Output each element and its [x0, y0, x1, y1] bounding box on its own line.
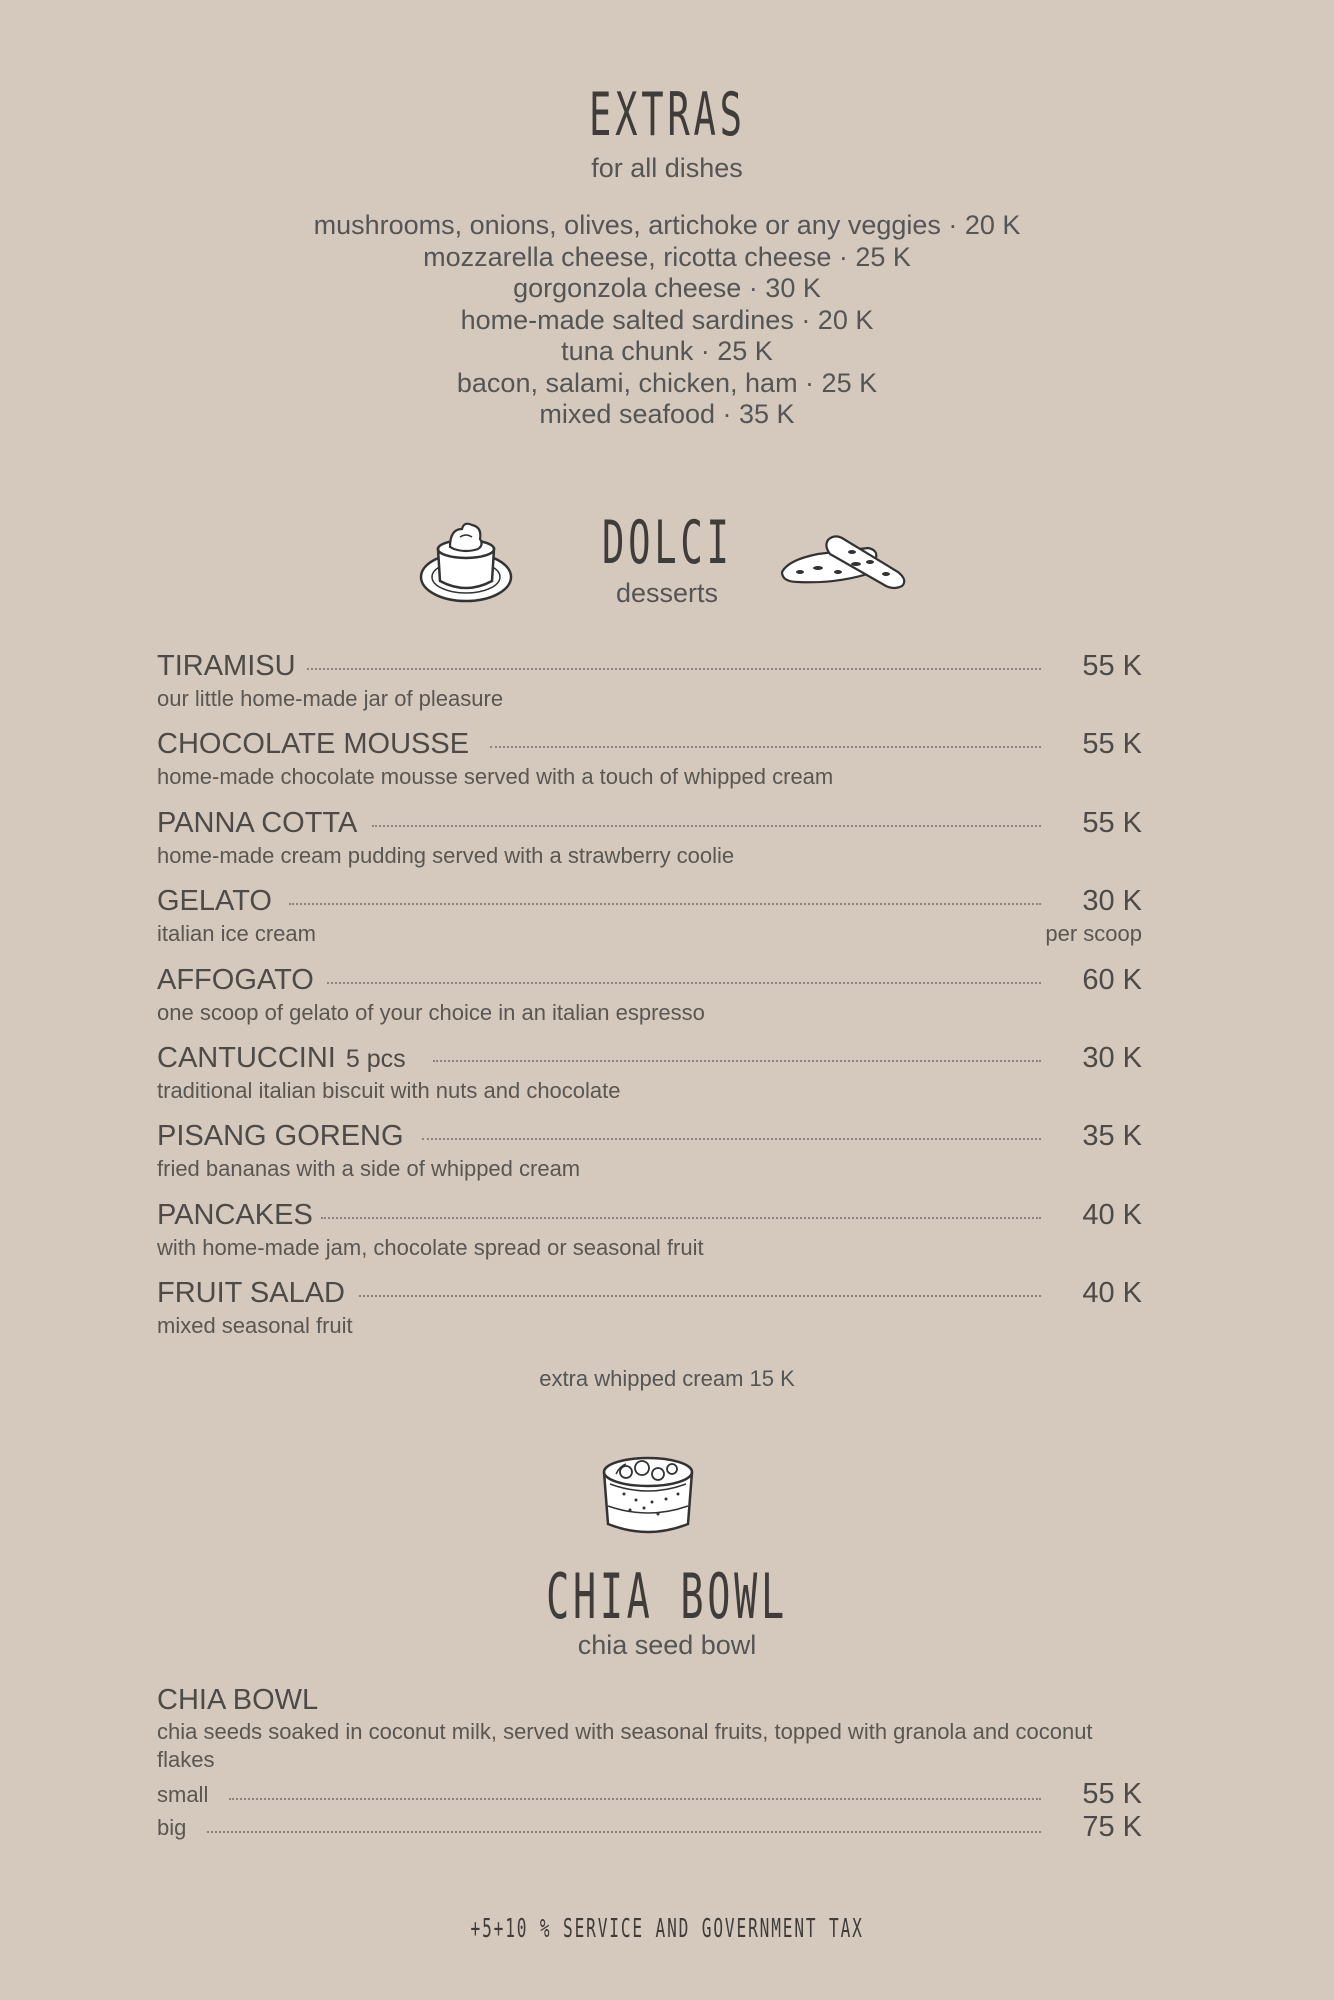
chia-size-small [157, 1778, 1142, 1812]
item-price: 55 K [1082, 650, 1142, 682]
chia-subtitle: chia seed bowl [577, 1630, 757, 1660]
size-price: 55 K [1082, 1778, 1142, 1810]
item-description: home-made cream pudding served with a strawberry coolie [157, 843, 735, 868]
item-description: italian ice cream [157, 921, 316, 946]
dot-leader [321, 1217, 1041, 1219]
item-note: per scoop [1045, 921, 1142, 946]
item-name: PANNA COTTA [157, 807, 358, 839]
item-price: 35 K [1082, 1120, 1142, 1152]
item-price: 55 K [1082, 807, 1142, 839]
item-name: FRUIT SALAD [157, 1277, 346, 1309]
item-name: AFFOGATO [157, 964, 314, 996]
menu-item-gelato [157, 885, 1142, 955]
chia-bowl-icon [596, 1444, 700, 1540]
dot-leader [229, 1798, 1041, 1800]
dolci-title: DOLCI [601, 508, 733, 578]
extras-item: home-made salted sardines · 20 K [460, 304, 874, 335]
extras-item: bacon, salami, chicken, ham · 25 K [456, 367, 878, 398]
dolci-heading [0, 508, 1334, 578]
chia-item-name: CHIA BOWL [157, 1684, 319, 1716]
extras-item: mushrooms, onions, olives, artichoke or any veggies · 20 K [313, 210, 1021, 240]
tax-note: +5+10 % SERVICE AND GOVERNMENT TAX [470, 1914, 864, 1944]
chia-heading [0, 1560, 1334, 1633]
extras-item: tuna chunk · 25 K [561, 336, 773, 366]
item-description: one scoop of gelato of your choice in an italian espresso [157, 1000, 705, 1025]
menu-item-fruit-salad [157, 1277, 1142, 1347]
dot-leader [422, 1138, 1041, 1140]
extras-heading [0, 80, 1334, 150]
chia-title: CHIA BOWL [546, 1560, 788, 1633]
menu-item-cantuccini [157, 1042, 1142, 1112]
dot-leader [289, 903, 1041, 905]
extras-subtitle: for all dishes [591, 153, 743, 183]
item-description: mixed seasonal fruit [157, 1313, 353, 1338]
size-price: 75 K [1082, 1811, 1142, 1843]
dot-leader [307, 668, 1041, 670]
chia-item-description: chia seeds soaked in coconut milk, served with seasonal fruits, topped with granola and coconut flakes [157, 1719, 1093, 1772]
item-name: CHOCOLATE MOUSSE [157, 728, 470, 760]
menu-item-pisang-goreng [157, 1120, 1142, 1190]
menu-item-affogato [157, 964, 1142, 1034]
menu-item-panna-cotta [157, 807, 1142, 877]
item-description: traditional italian biscuit with nuts and chocolate [157, 1078, 621, 1103]
item-price: 30 K [1082, 1042, 1142, 1074]
menu-item-chocolate-mousse [157, 728, 1142, 798]
extras-title: EXTRAS [588, 80, 746, 150]
dot-leader [207, 1831, 1041, 1833]
item-name: PANCAKES [157, 1199, 313, 1231]
dot-leader [327, 982, 1041, 984]
item-price: 60 K [1082, 964, 1142, 996]
item-price: 30 K [1082, 885, 1142, 917]
dot-leader [490, 746, 1041, 748]
menu-item-tiramisu [157, 650, 1142, 720]
extras-item: gorgonzola cheese · 30 K [513, 273, 821, 303]
menu-item-pancakes [157, 1199, 1142, 1269]
item-description: home-made chocolate mousse served with a touch of whipped cream [157, 764, 834, 789]
item-price: 55 K [1082, 728, 1142, 760]
item-name: TIRAMISU [157, 650, 296, 682]
extra-whipped-cream-note: extra whipped cream 15 K [539, 1366, 795, 1391]
item-price: 40 K [1082, 1199, 1142, 1231]
dot-leader [359, 1295, 1041, 1297]
size-name: big [157, 1815, 187, 1840]
extras-item: mixed seafood · 35 K [539, 399, 795, 429]
extras-item: mozzarella cheese, ricotta cheese · 25 K [423, 241, 911, 272]
dot-leader [372, 825, 1041, 827]
item-description: our little home-made jar of pleasure [157, 686, 504, 711]
item-name: GELATO [157, 885, 272, 917]
item-price: 40 K [1082, 1277, 1142, 1309]
item-name: PISANG GORENG [157, 1120, 404, 1152]
item-description: with home-made jam, chocolate spread or seasonal fruit [157, 1235, 704, 1260]
dolci-subtitle: desserts [615, 578, 719, 608]
item-description: fried bananas with a side of whipped cream [157, 1156, 581, 1181]
item-name: CANTUCCINI 5 pcs [157, 1042, 406, 1074]
dot-leader [433, 1060, 1041, 1062]
footer [0, 1914, 1334, 1944]
extras-list [0, 210, 1334, 431]
size-name: small [157, 1782, 209, 1807]
chia-size-big [157, 1811, 1142, 1845]
